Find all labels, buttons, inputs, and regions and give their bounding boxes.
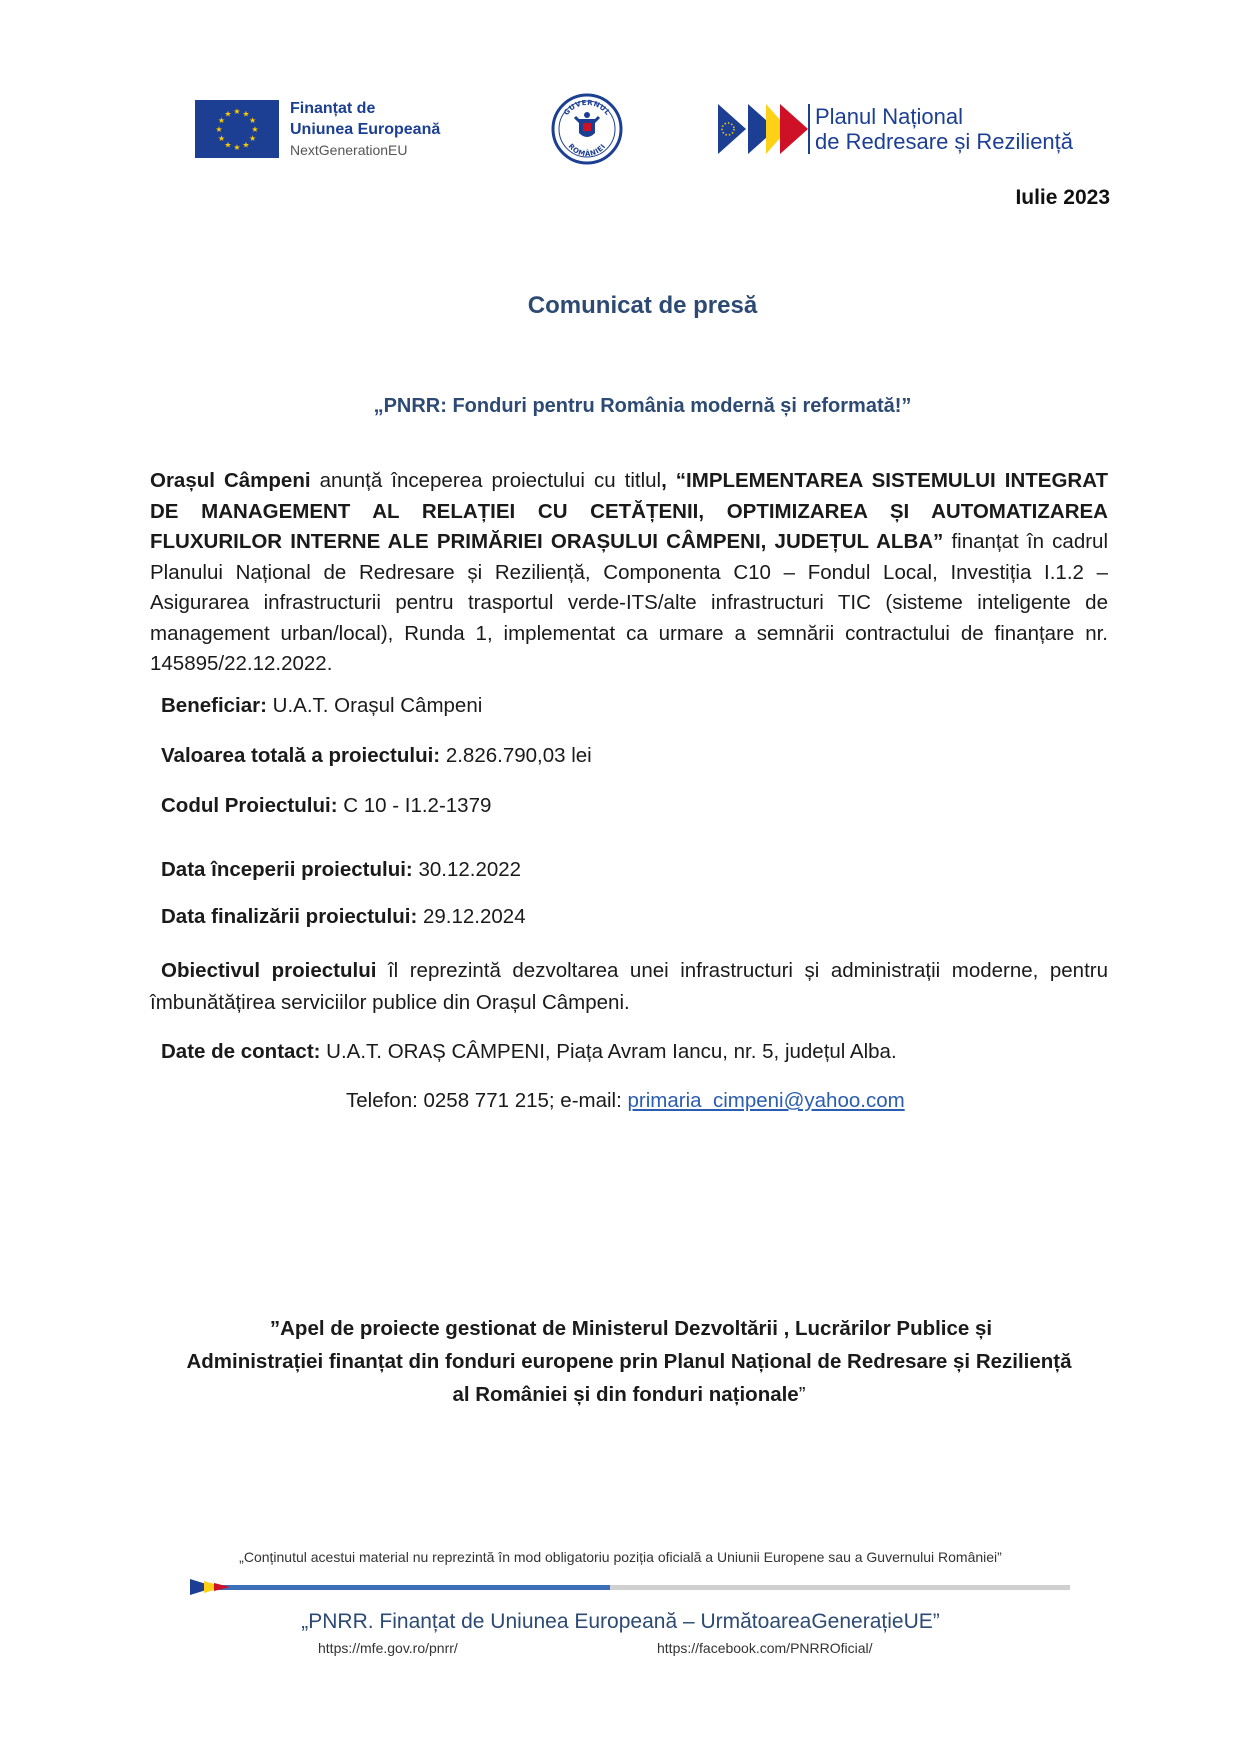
government-seal-icon (551, 93, 623, 165)
objective-paragraph (150, 955, 1108, 1019)
footer-slogan: „PNRR. Finanțat de Uniunea Europeană – UrmătoareaGenerațieUE” (301, 1610, 940, 1633)
pnrr-logo-line1: Planul Național (815, 104, 963, 129)
apel-statement (150, 1312, 1108, 1411)
contact-phone-line (346, 1089, 905, 1113)
document-slogan: „PNRR: Fonduri pentru România modernă și reformată!” (373, 395, 912, 417)
eu-star-icon: ★ (215, 125, 223, 134)
pnrr-logo-divider (808, 104, 810, 154)
seal-text-bottom: ROMÂNIEI (566, 142, 608, 159)
eu-star-icon: ★ (251, 125, 259, 134)
intro-paragraph (150, 466, 1108, 680)
eu-star-icon: ★ (249, 134, 257, 143)
email-link[interactable]: primaria_cimpeni@yahoo.com (627, 1089, 905, 1112)
footer-disclaimer: „Conținutul acestui material nu reprezintă în mod obligatoriu poziția oficială a Uniunii Europene sau a Guvernului României” (239, 1549, 1002, 1565)
field-data-inceput (161, 858, 521, 882)
document-date: Iulie 2023 (1015, 186, 1110, 209)
field-beneficiar (161, 694, 482, 718)
intro-text2: finanțat în cadrul Planului Național de Redresare și Reziliență, Componenta C10 – Fondul Local, Investiția I.1.2 – Asigurarea infrastructurii pentru trasportul verde-ITS/alte infrastructuri TIC (sisteme inteligente de management urban/local), Runda 1, implementat ca urmare a semnării contractului de finanțare nr. 145895/22.12.2022. (150, 530, 1109, 675)
field-valoare (161, 744, 592, 768)
project-title: , “IMPLEMENTAREA SISTEMULUI INTEGRAT DE MANAGEMENT AL RELAȚIEI CU CETĂȚENII, OPTIMIZAREA ȘI AUTOMATIZAREA FLUXURILOR INTERNE ALE PRIMĂRIEI ORAȘULUI CÂMPENI, JUDEȚUL ALBA” (150, 469, 1108, 553)
pnrr-logo-line2: de Redresare și Reziliență (815, 129, 1074, 154)
field-label: Beneficiar: (161, 694, 267, 717)
field-data-final (161, 905, 526, 929)
objective-text: îl reprezintă dezvoltarea unei infrastructuri și administrații moderne, pentru îmbunătățirea serviciilor publice din Orașul Câmpeni. (150, 959, 1108, 1014)
eu-star-icon: ★ (224, 140, 232, 150)
field-value: C 10 - I1.2-1379 (337, 794, 492, 817)
eu-logo-line1: Finanțat de (290, 100, 376, 117)
field-label: Valoarea totală a proiectului: (161, 744, 441, 767)
apel-line3 (150, 1378, 1108, 1411)
contact-phone: Telefon: 0258 771 215; e-mail: (346, 1089, 628, 1112)
contact-label: Date de contact: (161, 1040, 321, 1063)
footer-link-facebook[interactable]: https://facebook.com/PNRROficial/ (657, 1640, 873, 1656)
apel-line2: Administrației finanțat din fonduri europene prin Planul Național de Redresare și Reziliență (186, 1350, 1072, 1373)
eu-star-icon: ★ (242, 140, 250, 150)
pnrr-logo-text (815, 104, 1073, 154)
eu-star-icon: ★ (224, 109, 232, 119)
eu-star-icon: ★ (242, 109, 250, 119)
field-value: U.A.T. Orașul Câmpeni (266, 694, 483, 717)
eu-star-icon: ★ (233, 107, 241, 116)
contact-address-line (161, 1040, 897, 1064)
eu-logo-line2: Uniunea Europeană (290, 121, 441, 138)
seal-text-top: GUVERNUL (562, 98, 612, 117)
apel-line3-quote: ” (798, 1383, 806, 1406)
contact-address: U.A.T. ORAȘ CÂMPENI, Piața Avram Iancu, nr. 5, județul Alba. (320, 1040, 897, 1063)
field-value: 2.826.790,03 lei (440, 744, 592, 767)
eu-logo-line3: NextGenerationEU (290, 142, 408, 158)
field-value: 29.12.2024 (417, 905, 526, 928)
intro-subject: Orașul Câmpeni (150, 469, 311, 492)
page-title: Comunicat de presă (527, 292, 758, 319)
eu-star-icon: ★ (233, 143, 241, 152)
field-label: Data finalizării proiectului: (161, 905, 418, 928)
eu-flag-icon (195, 100, 279, 158)
field-label: Data începerii proiectului: (161, 858, 413, 881)
field-cod-proiect (161, 794, 491, 818)
eu-star-icon: ★ (249, 116, 257, 125)
field-label: Codul Proiectului: (161, 794, 338, 817)
eu-star-icon: ★ (217, 134, 225, 143)
pnrr-arrow-icon (718, 104, 810, 154)
footer-progress-bar-icon (190, 1578, 1070, 1596)
apel-line1: ”Apel de proiecte gestionat de Ministerul Dezvoltării , Lucrărilor Publice și (269, 1317, 993, 1340)
eu-star-icon: ★ (217, 116, 225, 125)
footer-link-mfe[interactable]: https://mfe.gov.ro/pnrr/ (318, 1640, 458, 1656)
apel-line3-text: al României și din fonduri naționale (452, 1383, 799, 1406)
field-value: 30.12.2022 (412, 858, 522, 881)
intro-text1: anunță începerea proiectului cu titlul (310, 469, 662, 492)
objective-label: Obiectivul proiectului (161, 959, 377, 982)
eu-funding-logo-text (290, 98, 440, 161)
